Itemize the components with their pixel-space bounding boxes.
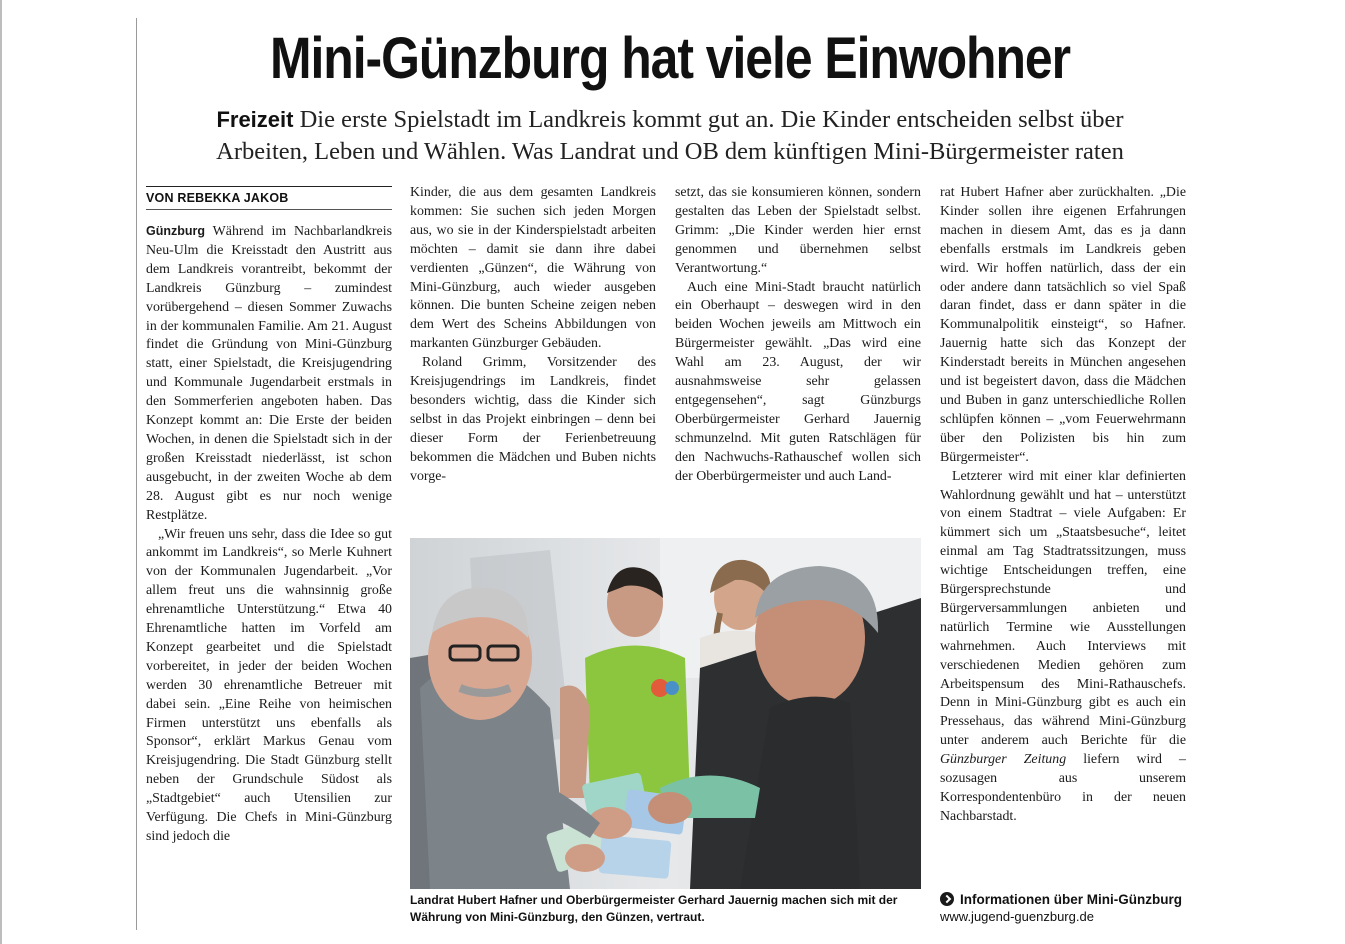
- paragraph: [940, 468, 1186, 827]
- info-link[interactable]: www.jugend-guenzburg.de: [940, 909, 1094, 924]
- kicker: Freizeit: [216, 107, 294, 132]
- newspaper-name: Günzburger Zeitung: [940, 752, 1067, 768]
- paragraph: Auch eine Mini-Stadt braucht natürlich ein Oberhaupt – deswegen wird in den beiden Wochen jeweils am Mittwoch ein Bürgermeister gewählt. „Das wird eine Wahl am 23. August, der wir ausnahmsweise sehr gelassen entgegensehen“, sagt Günzburgs Oberbürgermeister Gerhard Jauernig schmunzelnd. Mit guten Ratschlägen für den Nachwuchs-Rathauschef wollen sich der Oberbürgermeister und auch Land-: [675, 279, 921, 484]
- arrow-right-icon: [940, 892, 954, 906]
- headline: Mini-Günzburg hat viele Einwohner: [269, 26, 1071, 91]
- subline-part-2: Arbeiten, Leben und Wählen. Was Landrat und OB dem künftigen Mini-Bürgermeister raten: [216, 138, 1124, 165]
- info-box: [940, 890, 1186, 926]
- paragraph-text: Letzterer wird mit einer klar definierten Wahlordnung gewählt und hat – unterstützt von einem Stadtrat – viele Aufgaben: Er kümmert sich um „Staatsbesuche“, leitet einmal am Tag Stadtratssitzungen, muss wichtige Entscheidungen treffen, eine Bürgersprechstunde und Bürgerversammlungen anbieten und natürlich Termine wie Ausstellungen wahrnehmen. Auch Interviews mit verschiedenen Medien gehören zum Arbeitspensum des Mini-Rathauschefs. Denn in Mini-Günzburg gibt es auch ein Pressehaus, das während Mini-Günzburg unter anderem auch Berichte für die: [940, 468, 1186, 749]
- paragraph: Roland Grimm, Vorsitzender des Kreisjugendrings im Landkreis, findet besonders wichtig, dass die Kinder sich selbst in das Projekt einbringen – denn bei dieser Form der Ferienbetreuung bekommen die Mädchen und Buben nichts vorge-: [410, 355, 656, 484]
- paragraph: Kinder, die aus dem gesamten Landkreis kommen: Sie suchen sich jeden Morgen aus, wo sie in der Kinderspielstadt arbeiten möchten – damit sie dann ihre dabei verdienten „Günzen“, die Währung von Mini-Günzburg, auch wieder ausgeben können. Die bunten Scheine zeigen neben dem Wert des Scheins Abbildungen von markanten Günzburger Gebäuden.: [410, 185, 656, 352]
- text-column-1: [146, 222, 392, 847]
- photo-illustration: [410, 538, 921, 889]
- text-column-3: [675, 184, 921, 487]
- text-column-4: [940, 184, 1186, 827]
- paragraph: „Wir freuen uns sehr, dass die Idee so gut ankommt im Landkreis“, so Merle Kuhnert von der Kommunalen Jugendarbeit. „Vor allem freut uns die wahnsinnig große ehrenamtliche Unterstützung.“ Etwa 40 Ehrenamtliche hatten im Vorfeld am Konzept gearbeitet und die Spielstadt vorbereitet, in jeder der beiden Wochen werden 30 ehrenamtliche Betreuer mit dabei sein. „Eine Reihe von heimischen Firmen unterstützt uns ebenfalls als Sponsor“, erklärt Markus Genau vom Kreisjugendring. Die Stadt Günzburg stellt neben der Grundschule Südost als „Stadtgebiet“ auch Utensilien zur Verfügung. Die Chefs in Mini-Günzburg sind jedoch die: [146, 526, 392, 844]
- paragraph: [146, 222, 392, 526]
- subheadline: [150, 104, 1190, 168]
- paragraph-text: Während im Nachbarlandkreis Neu-Ulm die Kreisstadt den Austritt aus dem Landkreis vorantreibt, bekommt der Landkreis Günzburg – zumindest vorübergehend – diesen Sommer Zuwachs in der kommunalen Familie. Am 21. August findet die Gründung von Mini-Günzburg statt, einer Spielstadt, die Kreisjugendring und Kommunale Jugendarbeit erstmals in den Sommerferien angeboten haben. Das Konzept kommt an: Die Erste der beiden Wochen, in denen die Spielstadt sich in der großen Kreisstadt niederlässt, ist schon ausgebucht, in der zweiten Woche ab dem 28. August gibt es nur noch wenige Restplätze.: [146, 224, 392, 523]
- dateline: Günzburg: [146, 224, 206, 238]
- author-byline: VON REBEKKA JAKOB: [146, 186, 392, 210]
- paragraph: rat Hubert Hafner aber zurückhalten. „Die Kinder sollen ihre eigenen Erfahrungen machen in diesem Amt, das es ja dann ebenfalls erstmals im Landkreis geben wird. Wir hoffen natürlich, dass der ein oder andere dann tatsächlich so viel Spaß daran findet, dass er dann später in die Kommunalpolitik einsteigt“, so Hafner. Jauernig hatte sich das Konzept der Kinderstadt bereits in München angesehen und ist begeistert davon, dass die Mädchen und Buben in ganz unterschiedliche Rollen schlüpfen können – „vom Feuerwehrmann über den Polizisten bis hin zum Bürgermeister“.: [940, 185, 1186, 465]
- column-rule: [136, 18, 137, 930]
- paragraph: setzt, das sie konsumieren können, sondern gestalten das Leben der Spielstadt selbst. Grimm: „Die Kinder werden hier ernst genommen und übernehmen selbst Verantwortung.“: [675, 185, 921, 276]
- text-column-2: [410, 184, 656, 487]
- photo-caption: Landrat Hubert Hafner und Oberbürgermeister Gerhard Jauernig machen sich mit der Währung von Mini-Günzburg, den Günzen, vertraut.: [410, 893, 898, 924]
- article-photo: [410, 538, 921, 889]
- info-title: Informationen über Mini-Günzburg: [960, 891, 1182, 907]
- page-edge-line: [0, 0, 2, 944]
- paragraph-text: liefern wird – sozusagen aus unserem Korrespondentenbüro in der neuen Nachbarstadt.: [940, 752, 1186, 824]
- subline-part-1: Die erste Spielstadt im Landkreis kommt gut an. Die Kinder entscheiden selbst über: [293, 106, 1124, 133]
